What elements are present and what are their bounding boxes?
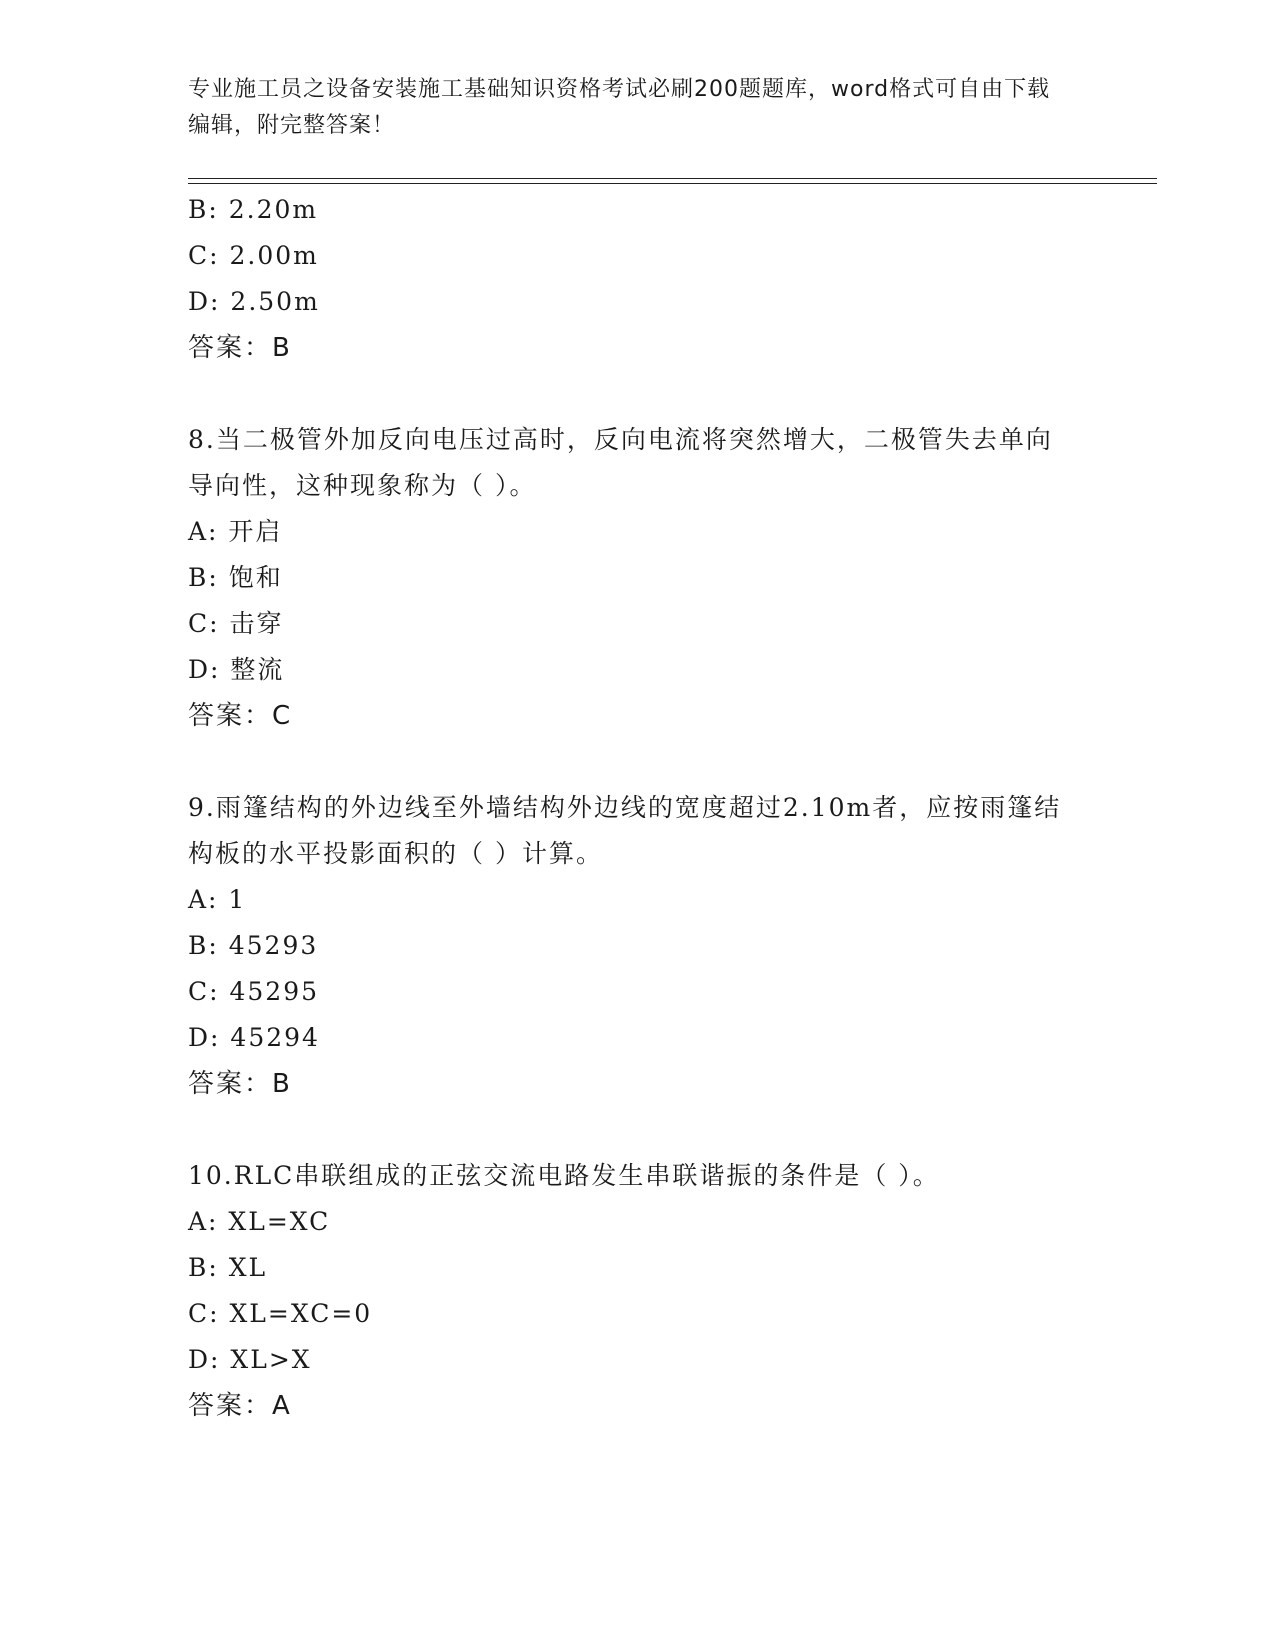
question-block-8 xyxy=(188,417,1088,739)
option-c: C: XL=XC=0 xyxy=(188,1299,373,1328)
option-d: D: 整流 xyxy=(188,655,285,684)
question-text: 10.RLC串联组成的正弦交流电路发生串联谐振的条件是（ ）。 xyxy=(188,1161,940,1190)
option-b: B: XL xyxy=(188,1253,268,1282)
option-c: C: 45295 xyxy=(188,977,320,1006)
option-d: D: 45294 xyxy=(188,1023,320,1052)
option-c: C: 击穿 xyxy=(188,609,284,638)
option-d: D: 2.50m xyxy=(188,287,320,316)
option-d: D: XL>X xyxy=(188,1345,312,1374)
question-list xyxy=(188,187,1088,1429)
option-a: A: 1 xyxy=(188,885,247,914)
answer-line: 答案：B xyxy=(188,333,292,363)
option-b: B: 2.20m xyxy=(188,195,319,224)
option-a: A: 开启 xyxy=(188,517,283,546)
option-b: B: 45293 xyxy=(188,931,319,960)
document-header xyxy=(188,72,1068,144)
header-title: 专业施工员之设备安装施工基础知识资格考试必刷200题题库，word格式可自由下载编辑，附完整答案！ xyxy=(188,77,1051,138)
header-divider xyxy=(188,178,1157,184)
answer-line: 答案：B xyxy=(188,1069,292,1099)
option-b: B: 饱和 xyxy=(188,563,283,592)
question-block-10 xyxy=(188,1153,1088,1429)
question-block-7 xyxy=(188,187,1088,371)
answer-line: 答案：C xyxy=(188,701,293,731)
question-text: 8.当二极管外加反向电压过高时，反向电流将突然增大，二极管失去单向导向性，这种现象称为（ ）。 xyxy=(188,425,1053,500)
question-block-9 xyxy=(188,785,1088,1107)
question-text: 9.雨篷结构的外边线至外墙结构外边线的宽度超过2.10m者，应按雨篷结构板的水平投影面积的（ ）计算。 xyxy=(188,793,1062,868)
option-a: A: XL=XC xyxy=(188,1207,331,1236)
answer-line: 答案：A xyxy=(188,1391,292,1421)
option-c: C: 2.00m xyxy=(188,241,319,270)
